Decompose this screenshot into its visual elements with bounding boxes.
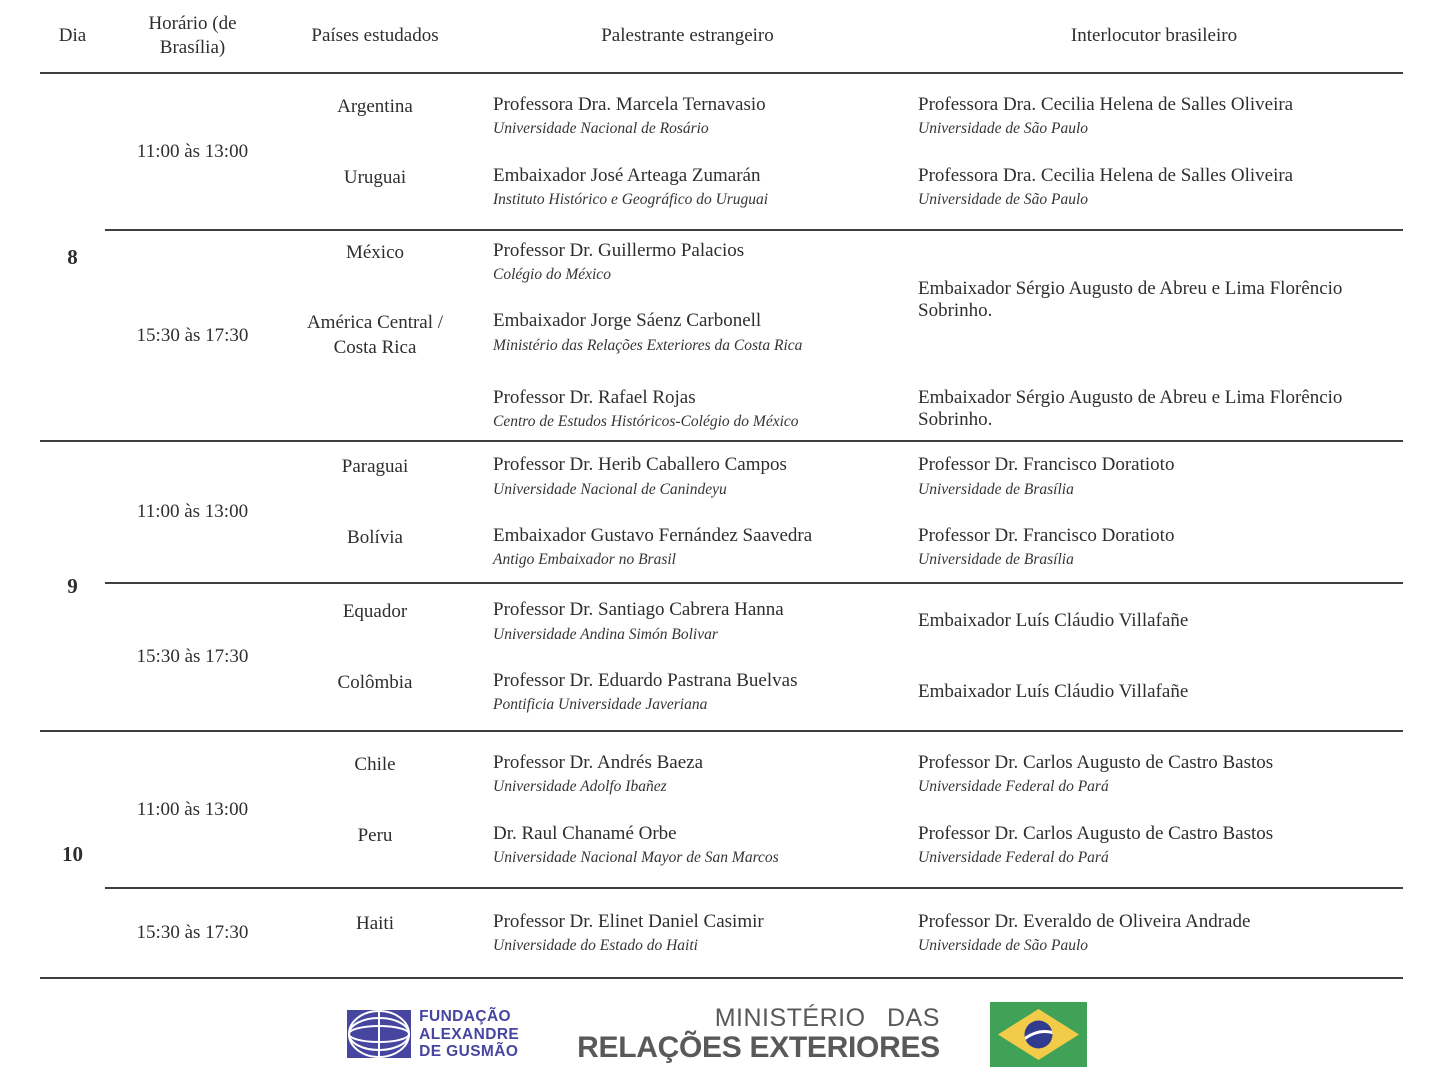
interlocutor-entry (905, 752, 1403, 797)
country-label: Haiti (356, 912, 394, 934)
speaker-affiliation: Universidade Nacional Mayor de San Marcos (493, 848, 779, 866)
interlocutor-name: Professora Dra. Cecilia Helena de Salles Oliveira (918, 164, 1294, 186)
country-label: Peru (357, 824, 393, 846)
speaker-entry (470, 310, 905, 360)
interlocutor-entry (905, 823, 1403, 868)
session-day9-afternoon (105, 582, 1403, 730)
country-label: Argentina (337, 95, 413, 117)
speaker-entry (470, 911, 905, 956)
funag-globe-icon (346, 1009, 412, 1059)
speaker-affiliation: Instituto Histórico e Geográfico do Uruguai (493, 190, 769, 208)
day-number: 10 (62, 842, 83, 866)
session-time: 15:30 às 17:30 (136, 922, 249, 943)
interlocutor-name: Embaixador Luís Cláudio Villafañe (918, 681, 1189, 703)
interlocutor-affiliation: Universidade Federal do Pará (918, 778, 1109, 796)
speaker-entry (470, 525, 905, 570)
funag-logo (346, 1008, 519, 1060)
day-block-9 (40, 442, 1403, 732)
interlocutor-affiliation: Universidade de São Paulo (918, 937, 1089, 955)
speaker-name: Professor Dr. Eduardo Pastrana Buelvas (493, 670, 798, 691)
speaker-name: Embaixador José Arteaga Zumarán (493, 164, 761, 186)
speaker-affiliation: Universidade Nacional de Rosário (493, 120, 709, 138)
speaker-entry (470, 752, 905, 797)
speaker-entry (470, 240, 905, 285)
speaker-entry (470, 454, 905, 499)
day-block-8 (40, 74, 1403, 442)
column-header-dia (40, 0, 105, 72)
interlocutor-affiliation: Universidade Federal do Pará (918, 848, 1109, 866)
country-label: Equador (342, 601, 408, 623)
day-8-sessions (105, 74, 1403, 440)
session-time: 15:30 às 17:30 (136, 324, 249, 346)
column-header-horario (105, 0, 280, 72)
interlocutor-entry (905, 610, 1403, 632)
speaker-entry (470, 387, 905, 432)
column-header-palestrante (470, 0, 905, 72)
funag-line1: FUNDAÇÃO (419, 1008, 511, 1026)
country-label: América Central / Costa Rica (306, 312, 444, 358)
session-day8-afternoon (105, 229, 1403, 440)
interlocutor-name: Professor Dr. Francisco Doratioto (918, 525, 1175, 546)
speaker-entry (470, 670, 905, 715)
session-time: 11:00 às 13:00 (136, 140, 249, 162)
column-header-horario-label: Horário (de Brasília) (148, 13, 237, 58)
column-header-palestrante-label: Palestrante estrangeiro (601, 25, 774, 47)
interlocutor-affiliation: Universidade de Brasília (918, 551, 1074, 569)
footer-logos (0, 1002, 1433, 1067)
session-day10-morning (105, 732, 1403, 887)
interlocutor-entry (905, 94, 1403, 139)
speaker-affiliation: Pontificia Universidade Javeriana (493, 696, 708, 714)
day-number: 9 (67, 573, 78, 598)
speaker-affiliation: Colégio do México (493, 265, 611, 283)
speaker-entry (470, 823, 905, 868)
funag-line2: ALEXANDRE (419, 1025, 520, 1043)
funag-wordmark (419, 1008, 519, 1060)
mre-line1: MINISTÉRIO DAS (714, 1003, 940, 1032)
interlocutor-entry (905, 387, 1403, 432)
speaker-entry (470, 165, 905, 210)
day-number: 8 (67, 244, 78, 269)
speaker-name: Professor Dr. Andrés Baeza (493, 751, 704, 773)
speaker-affiliation: Antigo Embaixador no Brasil (493, 551, 676, 569)
day-9-sessions (105, 442, 1403, 730)
interlocutor-entry (905, 681, 1403, 703)
speaker-affiliation: Universidade do Estado do Haiti (493, 937, 698, 955)
speaker-name: Professora Dra. Marcela Ternavasio (493, 93, 766, 115)
interlocutor-name: Embaixador Luís Cláudio Villafañe (918, 610, 1189, 632)
column-header-interlocutor (905, 0, 1403, 72)
interlocutor-entry (905, 454, 1403, 499)
interlocutor-name: Professora Dra. Cecilia Helena de Salles Oliveira (918, 93, 1294, 115)
column-header-dia-label: Dia (58, 25, 87, 47)
speaker-affiliation: Ministério das Relações Exteriores da Costa Rica (493, 336, 803, 354)
session-time: 11:00 às 13:00 (136, 501, 249, 522)
mre-wordmark (577, 1005, 940, 1064)
session-day9-morning (105, 442, 1403, 582)
speaker-affiliation: Centro de Estudos Históricos-Colégio do México (493, 413, 799, 431)
speaker-name: Professor Dr. Guillermo Palacios (493, 239, 745, 261)
speaker-name: Professor Dr. Santiago Cabrera Hanna (493, 599, 784, 621)
interlocutor-affiliation: Universidade de São Paulo (918, 190, 1089, 208)
interlocutor-name: Professor Dr. Everaldo de Oliveira Andrade (918, 910, 1251, 932)
speaker-name: Professor Dr. Herib Caballero Campos (493, 454, 787, 476)
interlocutor-entry (905, 165, 1403, 210)
day-block-10 (40, 732, 1403, 979)
interlocutor-affiliation: Universidade de Brasília (918, 480, 1074, 498)
country-label: Chile (354, 753, 396, 775)
session-day10-afternoon (105, 887, 1403, 977)
mre-line2: RELAÇÕES EXTERIORES (577, 1031, 940, 1065)
speaker-name: Professor Dr. Rafael Rojas (493, 386, 696, 408)
schedule-table (40, 0, 1403, 979)
day-10-sessions (105, 732, 1403, 977)
speaker-name: Professor Dr. Elinet Daniel Casimir (493, 910, 764, 932)
interlocutor-name: Embaixador Sérgio Augusto de Abreu e Lima Florêncio Sobrinho. (918, 386, 1343, 431)
country-label: Colômbia (337, 672, 413, 693)
session-time: 15:30 às 17:30 (136, 646, 249, 667)
speaker-affiliation: Universidade Andina Simón Bolivar (493, 625, 718, 643)
speaker-entry (470, 94, 905, 139)
speaker-name: Dr. Raul Chanamé Orbe (493, 822, 677, 844)
country-label: Uruguai (343, 166, 407, 188)
country-label: Bolívia (347, 527, 403, 548)
session-time: 11:00 às 13:00 (136, 798, 249, 820)
brazil-flag-icon (990, 1002, 1087, 1067)
interlocutor-entry (905, 911, 1403, 956)
column-header-paises-label: Países estudados (311, 25, 439, 47)
speaker-affiliation: Universidade Adolfo Ibañez (493, 778, 667, 796)
session-day8-morning (105, 74, 1403, 229)
interlocutor-name: Professor Dr. Carlos Augusto de Castro Bastos (918, 751, 1274, 773)
interlocutor-entry (905, 278, 1403, 323)
interlocutor-name: Professor Dr. Francisco Doratioto (918, 454, 1175, 476)
speaker-name: Embaixador Gustavo Fernández Saavedra (493, 525, 813, 546)
interlocutor-name: Professor Dr. Carlos Augusto de Castro Bastos (918, 822, 1274, 844)
country-label: Paraguai (341, 456, 409, 478)
interlocutor-entry (905, 525, 1403, 570)
speaker-entry (470, 599, 905, 644)
speaker-name: Embaixador Jorge Sáenz Carbonell (493, 310, 762, 332)
country-label: México (345, 241, 405, 263)
funag-line3: DE GUSMÃO (419, 1043, 519, 1061)
interlocutor-name: Embaixador Sérgio Augusto de Abreu e Lima Florêncio Sobrinho. (918, 277, 1343, 322)
speaker-affiliation: Universidade Nacional de Canindeyu (493, 480, 727, 498)
column-header-interlocutor-label: Interlocutor brasileiro (1070, 25, 1238, 47)
interlocutor-affiliation: Universidade de São Paulo (918, 120, 1089, 138)
table-header-row (40, 0, 1403, 74)
column-header-paises (280, 0, 470, 72)
